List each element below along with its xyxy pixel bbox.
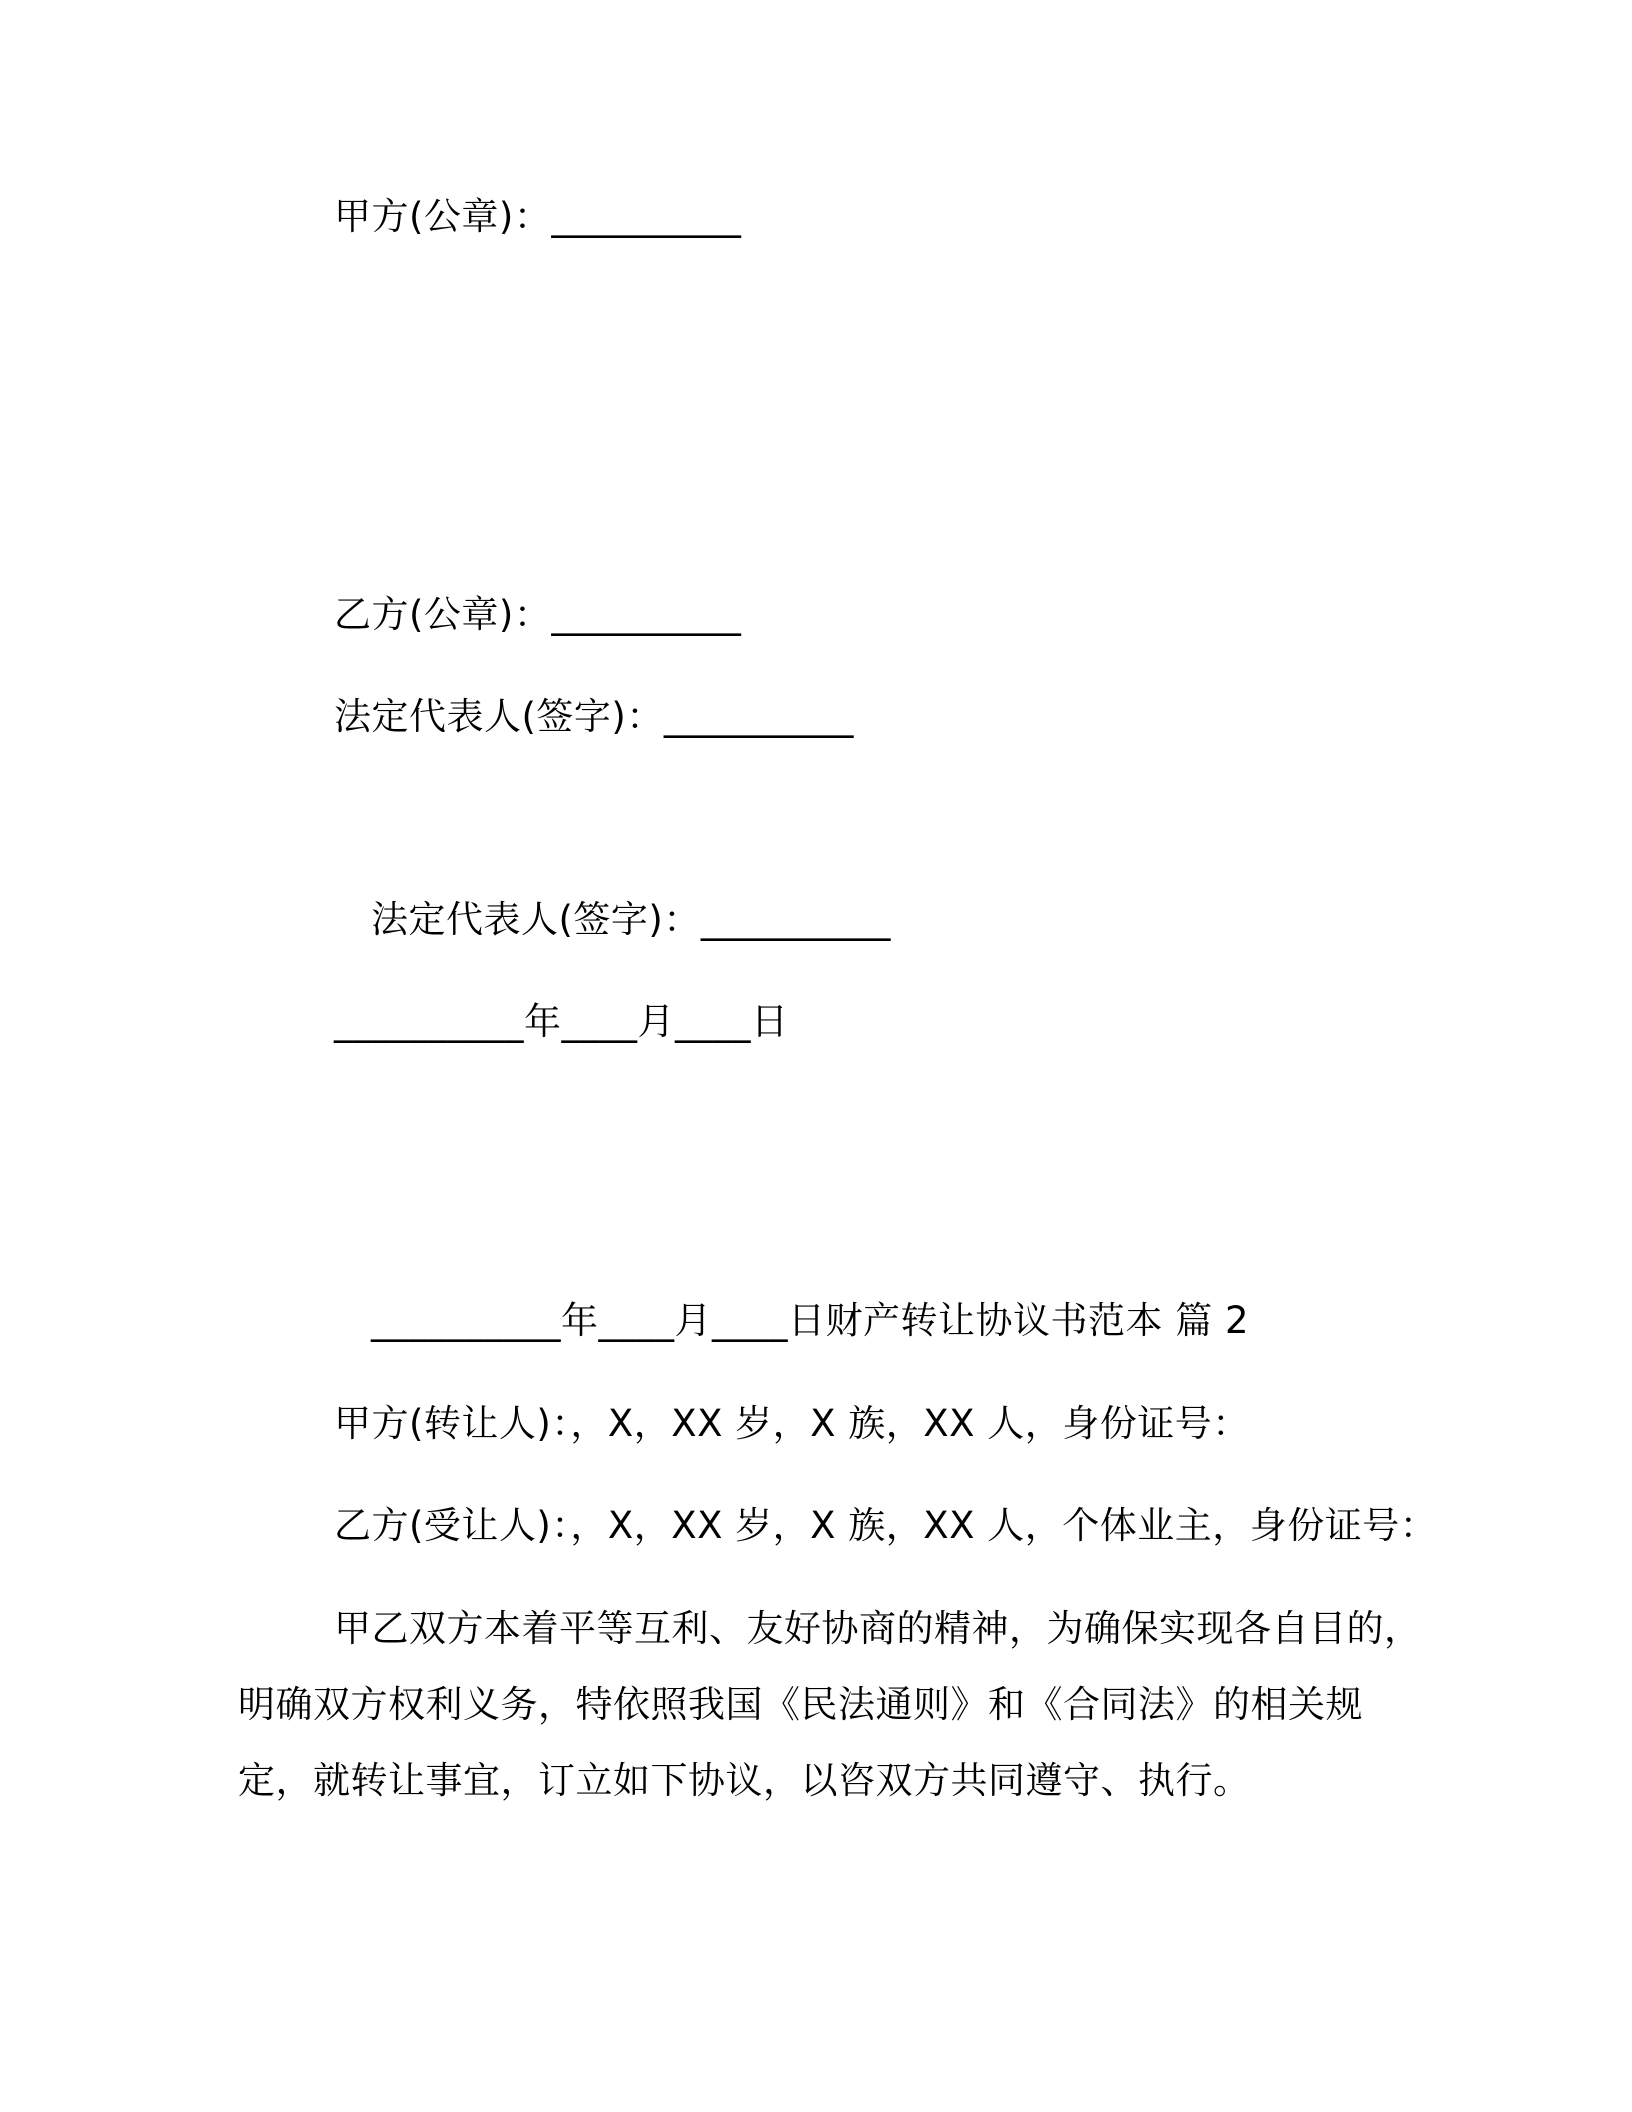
section-heading: __________年____月____日财产转让协议书范本 篇 2 bbox=[371, 1299, 1250, 1342]
preamble-line-3: 定，就转让事宜，订立如下协议，以咨双方共同遵守、执行。 bbox=[238, 1759, 1251, 1802]
preamble-line-2: 明确双方权利义务，特依照我国《民法通则》和《合同法》的相关规 bbox=[238, 1683, 1363, 1726]
legal-representative-line-2: 法定代表人(签字)：__________ bbox=[371, 898, 891, 941]
party-a-seal-line: 甲方(公章)：__________ bbox=[334, 195, 742, 238]
date-line: __________年____月____日 bbox=[334, 1000, 789, 1043]
party-b-transferee-line: 乙方(受让人)：，X，XX 岁，X 族，XX 人，个体业主，身份证号： bbox=[334, 1504, 1438, 1547]
party-a-transferor-line: 甲方(转让人)：，X，XX 岁，X 族，XX 人，身份证号： bbox=[334, 1402, 1250, 1445]
legal-representative-line-1: 法定代表人(签字)：__________ bbox=[334, 695, 854, 738]
party-b-seal-line: 乙方(公章)：__________ bbox=[334, 593, 742, 636]
preamble-line-1: 甲乙双方本着平等互利、友好协商的精神，为确保实现各自目的， bbox=[334, 1607, 1422, 1650]
